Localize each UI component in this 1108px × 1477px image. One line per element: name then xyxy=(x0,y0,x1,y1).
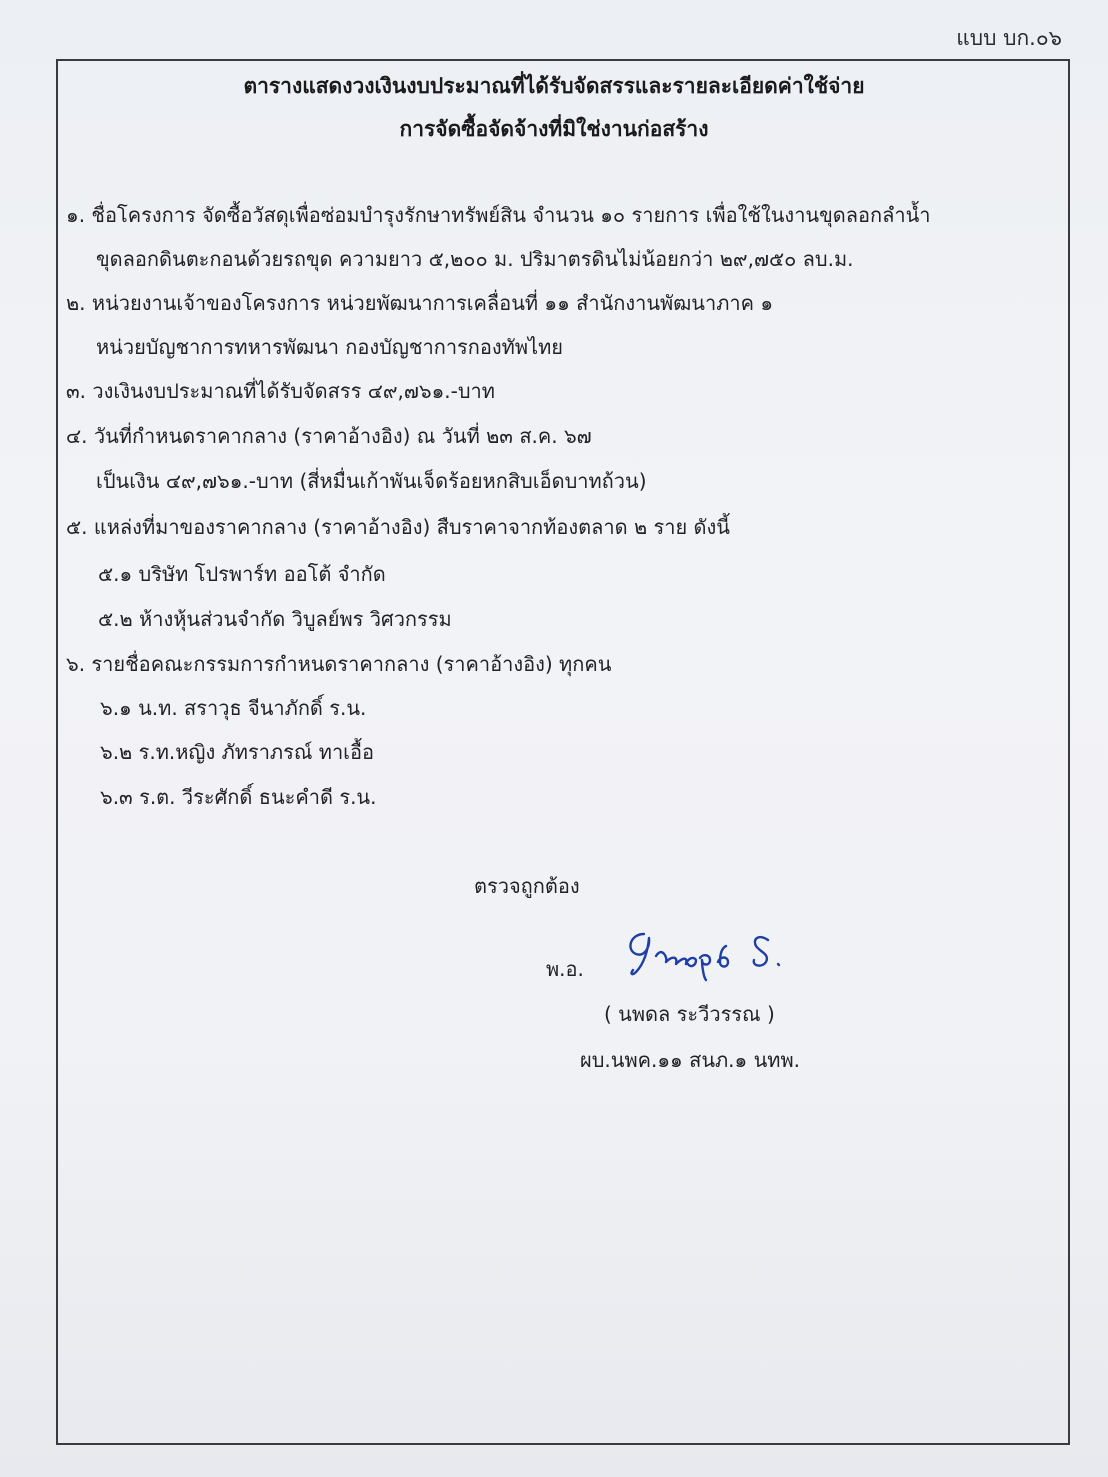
item-5-1: ๕.๑ บริษัท โปรพาร์ท ออโต้ จำกัด xyxy=(98,562,386,586)
item-5-2: ๕.๒ ห้างหุ้นส่วนจำกัด วิบูลย์พร วิศวกรรม xyxy=(98,607,452,631)
form-code: แบบ บก.๐๖ xyxy=(956,26,1062,50)
item-2-line-1: ๒. หน่วยงานเจ้าของโครงการ หน่วยพัฒนาการเคลื่อนที่ ๑๑ สำนักงานพัฒนาภาค ๑ xyxy=(66,291,774,315)
document-title-line-2: การจัดซื้อจัดจ้างที่มิใช่งานก่อสร้าง xyxy=(399,117,709,141)
item-6-1: ๖.๑ น.ท. สราวุธ จีนาภักดิ์ ร.น. xyxy=(100,696,367,720)
item-2-line-2: หน่วยบัญชาการทหารพัฒนา กองบัญชาการกองทัพไทย xyxy=(96,335,564,359)
item-1-line-1: ๑. ชื่อโครงการ จัดซื้อวัสดุเพื่อซ่อมบำรุงรักษาทรัพย์สิน จำนวน ๑๐ รายการ เพื่อใช้ในงานขุดลอกลำน้ำ xyxy=(66,203,931,227)
item-6-2: ๖.๒ ร.ท.หญิง ภัทราภรณ์ ทาเอื้อ xyxy=(100,740,375,764)
verified-label: ตรวจถูกต้อง xyxy=(474,874,580,898)
item-1-line-2: ขุดลอกดินตะกอนด้วยรถขุด ความยาว ๕,๒๐๐ ม. ปริมาตรดินไม่น้อยกว่า ๒๙,๗๕๐ ลบ.ม. xyxy=(96,247,854,271)
item-5: ๕. แหล่งที่มาของราคากลาง (ราคาอ้างอิง) สืบราคาจากท้องตลาด ๒ ราย ดังนี้ xyxy=(66,515,730,539)
item-6: ๖. รายชื่อคณะกรรมการกำหนดราคากลาง (ราคาอ้างอิง) ทุกคน xyxy=(66,652,612,676)
signer-position: ผบ.นพค.๑๑ สนภ.๑ นทพ. xyxy=(580,1048,800,1072)
item-3: ๓. วงเงินงบประมาณที่ได้รับจัดสรร ๔๙,๗๖๑.-บาท xyxy=(66,379,495,403)
item-6-3: ๖.๓ ร.ต. วีระศักดิ์ ธนะคำดี ร.น. xyxy=(100,785,377,809)
item-4-line-2: เป็นเงิน ๔๙,๗๖๑.-บาท (สี่หมื่นเก้าพันเจ็ดร้อยหกสิบเอ็ดบาทถ้วน) xyxy=(96,469,647,493)
handwritten-signature xyxy=(622,928,812,986)
signer-rank: พ.อ. xyxy=(546,957,584,981)
signer-name: ( นพดล ระวีวรรณ ) xyxy=(604,1002,775,1026)
item-4-line-1: ๔. วันที่กำหนดราคากลาง (ราคาอ้างอิง) ณ วันที่ ๒๓ ส.ค. ๖๗ xyxy=(66,424,592,448)
document-title-line-1: ตารางแสดงวงเงินงบประมาณที่ได้รับจัดสรรและรายละเอียดค่าใช้จ่าย xyxy=(243,74,865,98)
